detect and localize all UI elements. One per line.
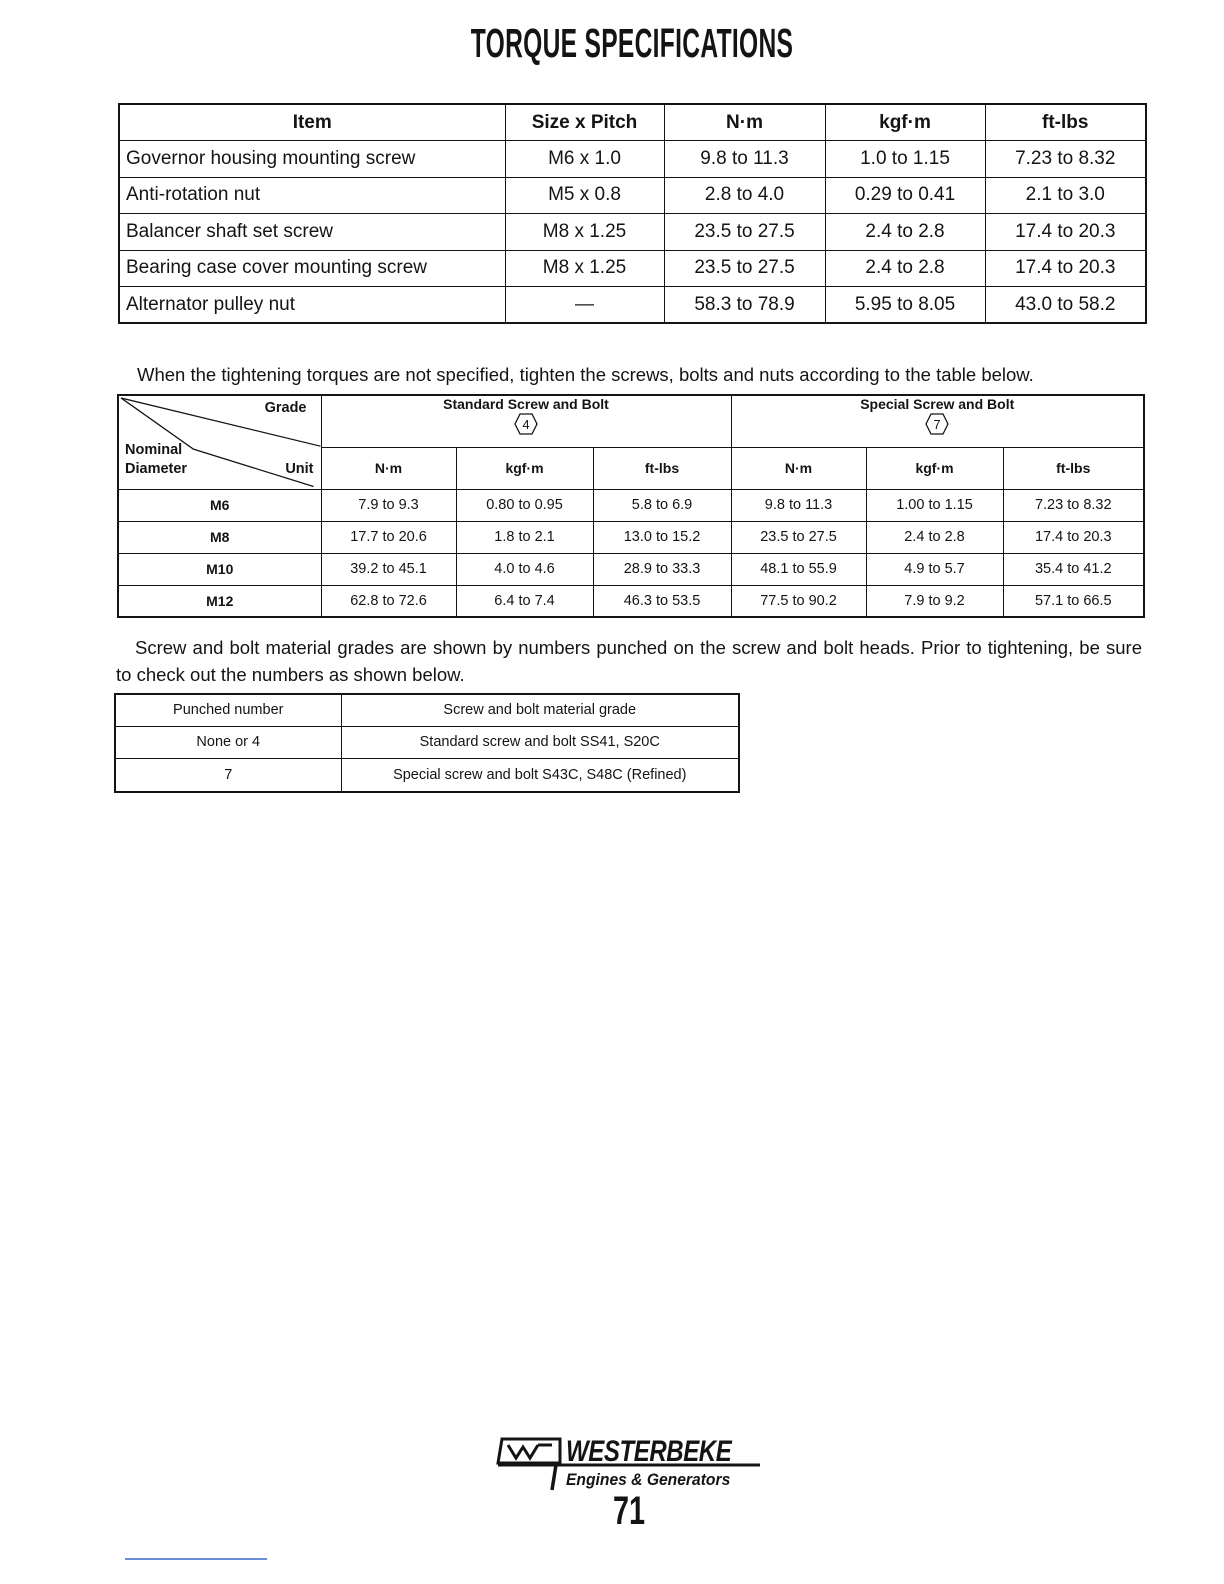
page-title: TORQUE SPECIFICATIONS [470, 20, 794, 66]
cell-nm: 23.5 to 27.5 [664, 214, 825, 251]
cell-size-pitch: — [505, 287, 664, 324]
general-table-row [118, 489, 1144, 521]
cell-value: 48.1 to 55.9 [731, 553, 866, 585]
material-grade-table [114, 693, 740, 793]
hexagon-bolt-head-icon [514, 413, 538, 435]
cell-punched-number: None or 4 [115, 726, 341, 758]
torque-table-row [119, 214, 1146, 251]
corner-unit-label: Unit [285, 461, 314, 477]
torque-specifications-table [118, 103, 1147, 324]
group-label: Standard Screw and Bolt [443, 396, 609, 412]
cell-value: 77.5 to 90.2 [731, 585, 866, 617]
unit-header: N·m [321, 447, 456, 489]
cell-item: Anti-rotation nut [119, 177, 505, 214]
unit-header: ft-lbs [593, 447, 731, 489]
cell-value: 2.4 to 2.8 [866, 521, 1003, 553]
general-table-row [118, 553, 1144, 585]
cell-value: 13.0 to 15.2 [593, 521, 731, 553]
bolt-head-number: 4 [522, 417, 530, 432]
cell-value: 17.4 to 20.3 [1003, 521, 1144, 553]
grade-diameter-corner-cell [118, 395, 321, 489]
cell-value: 35.4 to 41.2 [1003, 553, 1144, 585]
group-label: Special Screw and Bolt [860, 396, 1015, 412]
cell-value: 4.0 to 4.6 [456, 553, 593, 585]
page-number: 71 [612, 1489, 646, 1533]
header-nm: N·m [664, 104, 825, 141]
corner-nominal-label: Nominal [125, 442, 183, 458]
cell-value: 7.9 to 9.2 [866, 585, 1003, 617]
intro-paragraph: When the tightening torques are not specified, tighten the screws, bolts and nuts according to the table below. [137, 364, 1034, 385]
torque-table-row [119, 177, 1146, 214]
cell-value: 28.9 to 33.3 [593, 553, 731, 585]
header-punched-number: Punched number [115, 694, 341, 726]
grade-table-header-row [115, 694, 739, 726]
cell-size-pitch: M8 x 1.25 [505, 214, 664, 251]
brand-tagline: Engines & Generators [566, 1470, 731, 1489]
general-table-row [118, 521, 1144, 553]
cell-item: Governor housing mounting screw [119, 141, 505, 178]
header-ftlbs: ft-lbs [985, 104, 1146, 141]
cell-ftlbs: 2.1 to 3.0 [985, 177, 1146, 214]
cell-value: 39.2 to 45.1 [321, 553, 456, 585]
general-torque-table [117, 394, 1145, 618]
group-standard-screw [321, 395, 731, 447]
cell-nm: 2.8 to 4.0 [664, 177, 825, 214]
grade-paragraph: Screw and bolt material grades are shown by numbers punched on the screw and bolt heads. Prior to tightening, be sure to check out the numbers as shown below. [116, 637, 1142, 685]
cell-kgfm: 2.4 to 2.8 [825, 214, 985, 251]
cell-value: 4.9 to 5.7 [866, 553, 1003, 585]
cell-value: 1.8 to 2.1 [456, 521, 593, 553]
general-table-row [118, 585, 1144, 617]
cell-item: Alternator pulley nut [119, 287, 505, 324]
cell-item: Balancer shaft set screw [119, 214, 505, 251]
cell-diameter: M10 [118, 553, 321, 585]
hexagon-bolt-head-icon [925, 413, 949, 435]
cell-diameter: M12 [118, 585, 321, 617]
header-material-grade: Screw and bolt material grade [341, 694, 739, 726]
cell-diameter: M6 [118, 489, 321, 521]
cell-material-grade: Special screw and bolt S43C, S48C (Refined) [341, 758, 739, 792]
cell-material-grade: Standard screw and bolt SS41, S20C [341, 726, 739, 758]
grade-table-row [115, 758, 739, 792]
cell-value: 7.23 to 8.32 [1003, 489, 1144, 521]
cell-ftlbs: 43.0 to 58.2 [985, 287, 1146, 324]
cell-value: 17.7 to 20.6 [321, 521, 456, 553]
cell-nm: 58.3 to 78.9 [664, 287, 825, 324]
cell-value: 62.8 to 72.6 [321, 585, 456, 617]
cell-value: 9.8 to 11.3 [731, 489, 866, 521]
header-size-pitch: Size x Pitch [505, 104, 664, 141]
cell-value: 46.3 to 53.5 [593, 585, 731, 617]
cell-size-pitch: M6 x 1.0 [505, 141, 664, 178]
torque-table-row [119, 287, 1146, 324]
cell-size-pitch: M8 x 1.25 [505, 250, 664, 287]
cell-item: Bearing case cover mounting screw [119, 250, 505, 287]
unit-header: kgf·m [456, 447, 593, 489]
cell-value: 5.8 to 6.9 [593, 489, 731, 521]
cell-kgfm: 0.29 to 0.41 [825, 177, 985, 214]
footer-rule [125, 1558, 267, 1560]
header-kgfm: kgf·m [825, 104, 985, 141]
cell-ftlbs: 17.4 to 20.3 [985, 214, 1146, 251]
cell-value: 0.80 to 0.95 [456, 489, 593, 521]
cell-punched-number: 7 [115, 758, 341, 792]
unit-header: ft-lbs [1003, 447, 1144, 489]
cell-nm: 23.5 to 27.5 [664, 250, 825, 287]
cell-value: 23.5 to 27.5 [731, 521, 866, 553]
cell-kgfm: 2.4 to 2.8 [825, 250, 985, 287]
cell-value: 7.9 to 9.3 [321, 489, 456, 521]
cell-nm: 9.8 to 11.3 [664, 141, 825, 178]
general-table-group-row [118, 395, 1144, 447]
cell-ftlbs: 7.23 to 8.32 [985, 141, 1146, 178]
cell-ftlbs: 17.4 to 20.3 [985, 250, 1146, 287]
bolt-head-number: 7 [933, 417, 941, 432]
corner-grade-label: Grade [264, 400, 307, 416]
torque-table-row [119, 250, 1146, 287]
cell-kgfm: 5.95 to 8.05 [825, 287, 985, 324]
cell-size-pitch: M5 x 0.8 [505, 177, 664, 214]
brand-name: WESTERBEKE [566, 1435, 732, 1468]
header-item: Item [119, 104, 505, 141]
group-special-screw [731, 395, 1144, 447]
unit-header: N·m [731, 447, 866, 489]
cell-value: 57.1 to 66.5 [1003, 585, 1144, 617]
torque-table-row [119, 141, 1146, 178]
unit-header: kgf·m [866, 447, 1003, 489]
torque-table-header-row [119, 104, 1146, 141]
cell-kgfm: 1.0 to 1.15 [825, 141, 985, 178]
cell-diameter: M8 [118, 521, 321, 553]
cell-value: 1.00 to 1.15 [866, 489, 1003, 521]
cell-value: 6.4 to 7.4 [456, 585, 593, 617]
corner-diameter-label: Diameter [125, 461, 188, 477]
grade-table-row [115, 726, 739, 758]
